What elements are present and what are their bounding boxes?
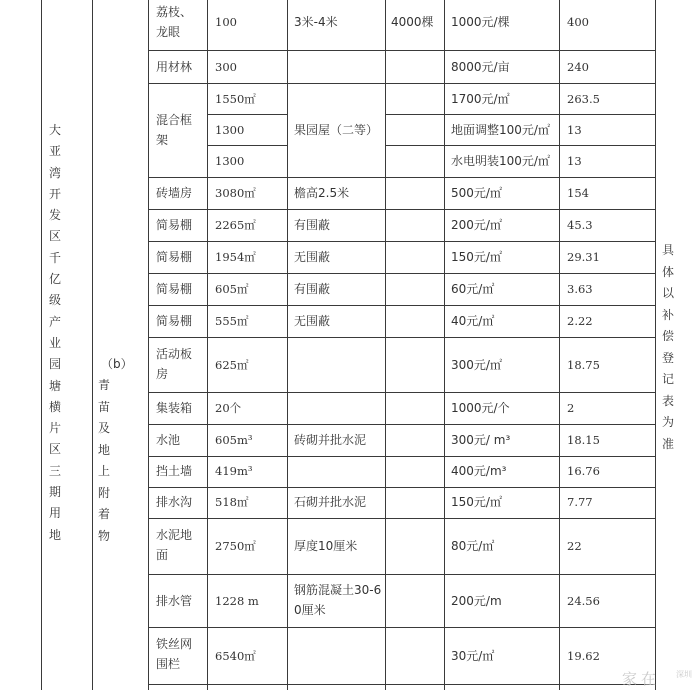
grid-line — [559, 0, 560, 690]
row-spec: 厚度10厘米 — [294, 539, 358, 553]
row-amount: 400 — [567, 15, 589, 29]
region-label: 大亚湾开发区千亿级产业园塘横片区三期用地 — [48, 123, 61, 542]
row-name: 简易棚 — [156, 218, 193, 232]
row-spec-line: 0厘米 — [294, 603, 326, 617]
row-qty: 419m³ — [215, 464, 253, 478]
row-price: 150元/㎡ — [451, 495, 502, 509]
grid-line — [148, 518, 656, 519]
grid-line — [148, 177, 656, 178]
grid-line — [385, 145, 656, 146]
grid-line — [148, 337, 656, 338]
row-amount: 13 — [567, 123, 582, 137]
grid-line — [148, 50, 656, 51]
watermark-text: 家在 — [622, 670, 661, 688]
row-name: 用材林 — [156, 60, 193, 74]
row-name: 水池 — [156, 433, 181, 447]
row-qty: 3080㎡ — [215, 186, 256, 200]
row-qty: 1300 — [215, 154, 245, 168]
row-name-line: 荔枝、 — [156, 5, 193, 19]
row-name-line: 活动板 — [156, 347, 193, 361]
row-qty: 1300 — [215, 123, 245, 137]
grid-line — [92, 0, 93, 690]
grid-line — [207, 114, 287, 115]
grid-line — [287, 0, 288, 690]
row-price: 8000元/亩 — [451, 60, 510, 74]
grid-line — [385, 0, 386, 690]
row-spec: 檐高2.5米 — [294, 186, 350, 200]
row-spec: 有围蔽 — [294, 282, 331, 296]
row-name-line: 房 — [156, 367, 169, 381]
grid-line — [148, 574, 656, 575]
row-qty: 555㎡ — [215, 314, 249, 328]
row-price: 80元/㎡ — [451, 539, 495, 553]
category-code: （b） — [101, 357, 133, 371]
row-name: 砖墙房 — [156, 186, 193, 200]
row-spec: 无围蔽 — [294, 314, 331, 328]
grid-line — [148, 0, 149, 690]
grid-line — [148, 424, 656, 425]
watermark-sub: 深圳 — [676, 670, 692, 679]
row-spec-line: 钢筋混凝土30-6 — [294, 583, 382, 597]
row-qty: 2750㎡ — [215, 539, 256, 553]
row-name: 简易棚 — [156, 282, 193, 296]
grid-line — [385, 114, 656, 115]
row-price: 400元/m³ — [451, 464, 507, 478]
watermark — [622, 668, 698, 688]
grid-line — [148, 305, 656, 306]
row-price: 300元/ m³ — [451, 433, 511, 447]
row-name-line: 混合框 — [156, 113, 193, 127]
remark-label: 具体以补偿登记表为准 — [661, 243, 674, 451]
row-price: 150元/㎡ — [451, 250, 502, 264]
row-price: 1700元/㎡ — [451, 92, 510, 106]
grid-line — [148, 684, 656, 685]
row-qty: 625㎡ — [215, 358, 249, 372]
row-price: 1000元/棵 — [451, 15, 510, 29]
row-price: 300元/㎡ — [451, 358, 502, 372]
row-price: 40元/㎡ — [451, 314, 495, 328]
row-amount: 2 — [567, 401, 575, 415]
row-name-line: 面 — [156, 548, 169, 562]
row-price: 200元/㎡ — [451, 218, 502, 232]
grid-line — [148, 392, 656, 393]
row-spec: 3米-4米 — [294, 15, 338, 29]
row-name: 挡土墙 — [156, 464, 193, 478]
row-spec: 果园屋（二等） — [294, 123, 379, 137]
row-amount: 18.75 — [567, 358, 600, 372]
grid-line — [148, 241, 656, 242]
row-spec: 有围蔽 — [294, 218, 331, 232]
row-qty: 518㎡ — [215, 495, 249, 509]
grid-line — [148, 487, 656, 488]
row-price: 60元/㎡ — [451, 282, 495, 296]
row-name: 简易棚 — [156, 250, 193, 264]
row-spec: 砖砌并批水泥 — [294, 433, 367, 447]
row-qty: 605㎡ — [215, 282, 249, 296]
row-name: 排水管 — [156, 594, 193, 608]
row-amount: 13 — [567, 154, 582, 168]
grid-line — [655, 0, 656, 690]
row-qty: 605m³ — [215, 433, 253, 447]
row-name — [156, 110, 192, 150]
row-spec: 石砌并批水泥 — [294, 495, 367, 509]
row-qty: 2265㎡ — [215, 218, 256, 232]
grid-line — [148, 627, 656, 628]
row-qty: 1228 m — [215, 594, 259, 608]
row-amount: 18.15 — [567, 433, 600, 447]
row-qty: 20个 — [215, 401, 242, 415]
row-name — [156, 2, 192, 42]
row-name: 排水沟 — [156, 495, 193, 509]
row-amount: 240 — [567, 60, 589, 74]
grid-line — [207, 145, 287, 146]
grid-line — [148, 83, 656, 84]
row-name-line: 水泥地 — [156, 528, 193, 542]
category-label: 青苗及地上附着物 — [97, 378, 110, 543]
row-amount: 19.62 — [567, 649, 600, 663]
row-qty: 1954㎡ — [215, 250, 256, 264]
row-amount: 2.22 — [567, 314, 593, 328]
row-name-line: 围栏 — [156, 657, 181, 671]
row-qty: 6540㎡ — [215, 649, 256, 663]
row-price: 水电明装100元/㎡ — [451, 154, 550, 168]
row-spec — [294, 580, 381, 620]
row-price: 200元/m — [451, 594, 502, 608]
row-name — [156, 344, 192, 384]
row-name: 集装箱 — [156, 401, 193, 415]
row-qty: 100 — [215, 15, 237, 29]
row-qty: 1550㎡ — [215, 92, 256, 106]
row-amount: 7.77 — [567, 495, 593, 509]
row-amount: 29.31 — [567, 250, 600, 264]
row-name-line: 架 — [156, 133, 169, 147]
grid-line — [444, 0, 445, 690]
row-amount: 16.76 — [567, 464, 600, 478]
grid-line — [207, 0, 208, 690]
row-amount: 263.5 — [567, 92, 600, 106]
row-price: 500元/㎡ — [451, 186, 502, 200]
row-name-line: 铁丝网 — [156, 637, 193, 651]
grid-line — [148, 456, 656, 457]
row-name — [156, 634, 192, 674]
grid-line — [148, 209, 656, 210]
row-amount: 154 — [567, 186, 589, 200]
row-name: 简易棚 — [156, 314, 193, 328]
grid-line — [41, 0, 42, 690]
row-qty: 300 — [215, 60, 237, 74]
row-amount: 22 — [567, 539, 582, 553]
row-price: 1000元/个 — [451, 401, 510, 415]
row-amount: 24.56 — [567, 594, 600, 608]
row-price: 地面调整100元/㎡ — [451, 123, 550, 137]
row-name-line: 龙眼 — [156, 25, 181, 39]
row-spec: 无围蔽 — [294, 250, 331, 264]
row-amount: 3.63 — [567, 282, 593, 296]
row-name — [156, 525, 192, 565]
row-price: 30元/㎡ — [451, 649, 495, 663]
row-extra: 4000棵 — [391, 15, 434, 29]
row-amount: 45.3 — [567, 218, 593, 232]
grid-line — [148, 273, 656, 274]
